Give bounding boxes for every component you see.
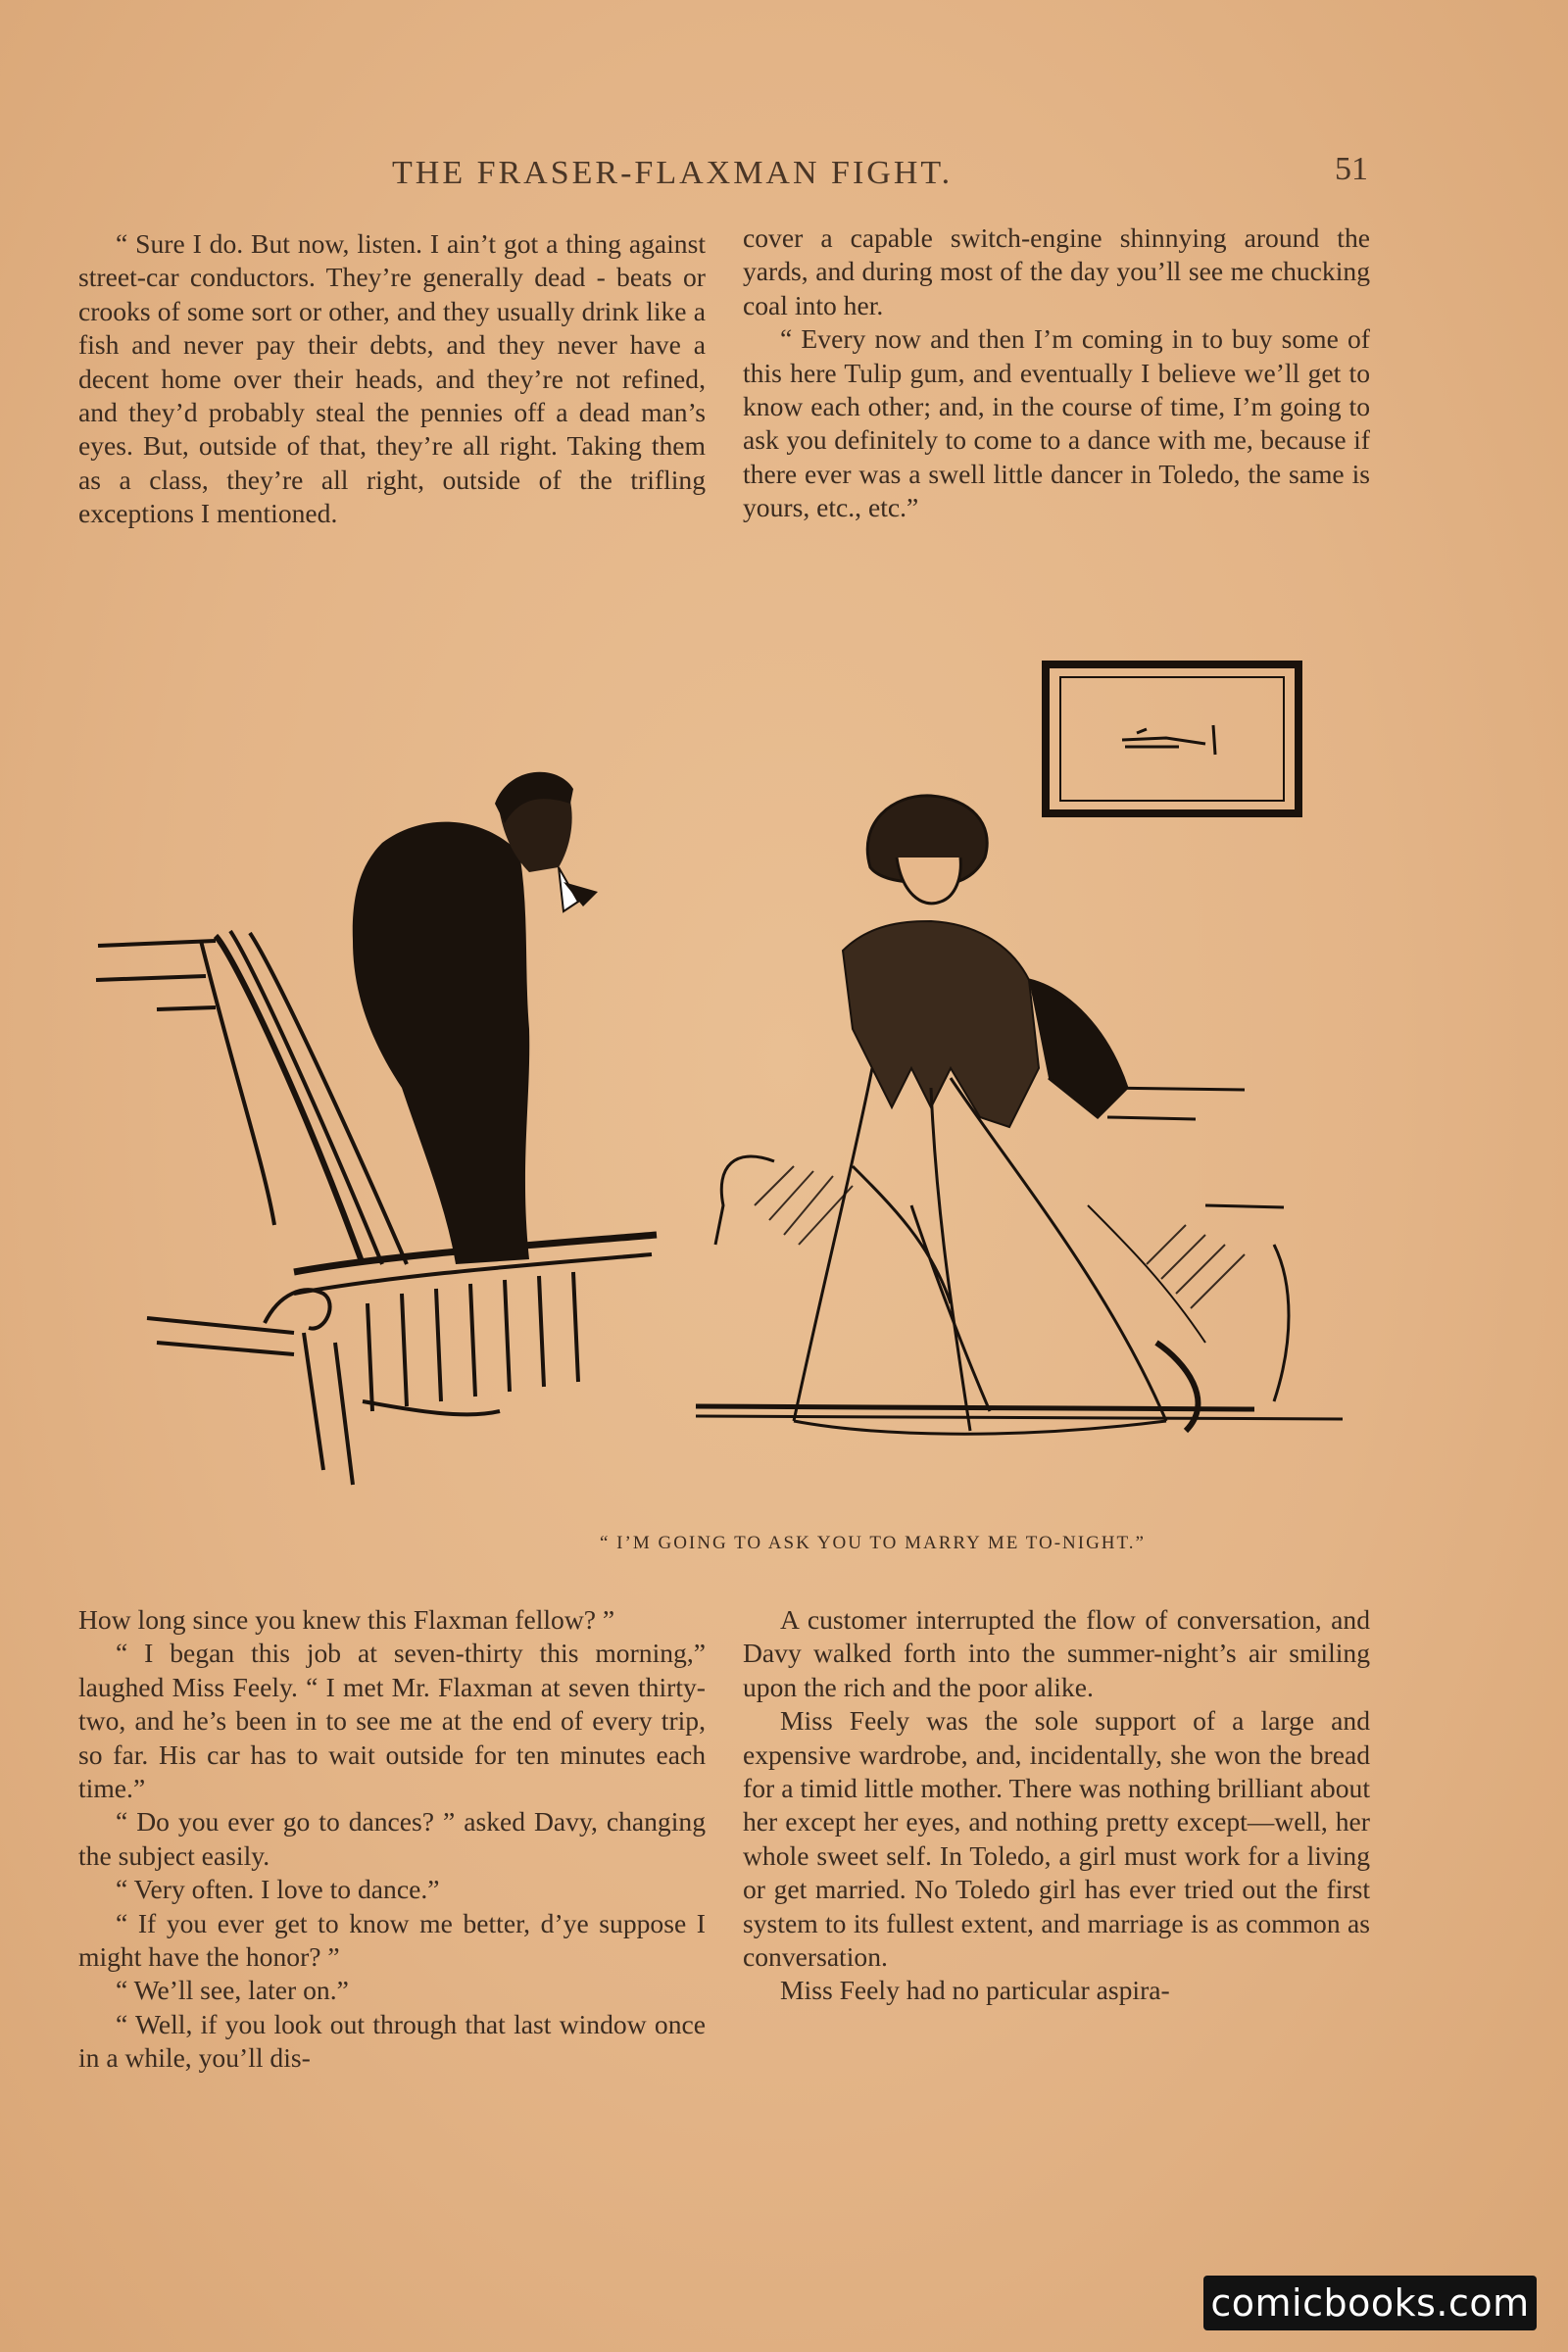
paragraph: “ Every now and then I’m coming in to buy some of this here Tulip gum, and eventually I believe we’ll get to know each other; and, in the course of time, I’m going to ask you definitely to come to a dance with me, because if there ever was a swell little dancer in Toledo, the same is yours, etc., etc.” bbox=[743, 323, 1370, 523]
paragraph: “ We’ll see, later on.” bbox=[116, 1975, 349, 2006]
picture-frame bbox=[1046, 664, 1298, 813]
column-top-right bbox=[743, 221, 1370, 525]
paragraph: cover a capable switch-engine shinnying around the yards, and during most of the day you’ll see me chucking coal into her. bbox=[743, 222, 1370, 320]
paragraph: “ Very often. I love to dance.” bbox=[116, 1874, 440, 1905]
illustration-caption: “ I’M GOING TO ASK YOU TO MARRY ME TO-NIGHT.” bbox=[600, 1533, 1146, 1553]
paragraph: A customer interrupted the flow of conversation, and Davy walked forth into the summer-night’s air smiling upon the rich and the poor alike. bbox=[743, 1604, 1370, 1702]
watermark-logo: comicbooks.com bbox=[1203, 2276, 1537, 2330]
couch bbox=[696, 1088, 1343, 1419]
column-bottom-left bbox=[78, 1603, 706, 2076]
illustration bbox=[69, 657, 1362, 1558]
paragraph: “ Well, if you look out through that last window once in a while, you’ll dis- bbox=[78, 2008, 706, 2074]
running-title: THE FRASER-FLAXMAN FIGHT. bbox=[392, 155, 954, 191]
paragraph: “ I began this job at seven-thirty this morning,” laughed Miss Feely. “ I met Mr. Flaxman at seven thirty-two, and he’s been in to see me at the end of every trip, so far. His car has to wait outside for ten minutes each time.” bbox=[78, 1638, 706, 1804]
page-header bbox=[0, 151, 1568, 202]
paragraph: “ If you ever get to know me better, d’ye suppose I might have the honor? ” bbox=[78, 1907, 706, 1973]
column-top-left bbox=[78, 227, 706, 531]
paragraph: How long since you knew this Flaxman fellow? ” bbox=[78, 1604, 615, 1635]
column-bottom-right bbox=[743, 1603, 1370, 2008]
page-number: 51 bbox=[1335, 151, 1368, 187]
paragraph: “ Sure I do. But now, listen. I ain’t got a thing against street-car conductors. They’re generally dead - beats or crooks of some sort or other, and they usually drink like a fish and never pay their debts, and they never have a decent home over their heads, and they’re not refined, and they’d probably steal the pennies off a dead man’s eyes. But, outside of that, they’re all right. Taking them as a class, they’re all right, outside of the trifling exceptions I mentioned. bbox=[78, 228, 706, 529]
woman-figure bbox=[794, 796, 1205, 1434]
crosshatch-shading bbox=[755, 1166, 1245, 1308]
paragraph: Miss Feely had no particular aspira- bbox=[780, 1975, 1170, 2006]
paragraph: “ Do you ever go to dances? ” asked Davy, changing the subject easily. bbox=[78, 1806, 706, 1871]
man-figure bbox=[353, 772, 598, 1264]
paragraph: Miss Feely was the sole support of a large and expensive wardrobe, and, incidentally, she won the bread for a timid little mother. There was nothing brilliant about her except her eyes, and nothing pretty except—well, her whole sweet self. In Toledo, a girl must work for a living or get married. No Toledo girl has ever tried out the first system to its fullest extent, and marriage is as common as conversation. bbox=[743, 1705, 1370, 1973]
